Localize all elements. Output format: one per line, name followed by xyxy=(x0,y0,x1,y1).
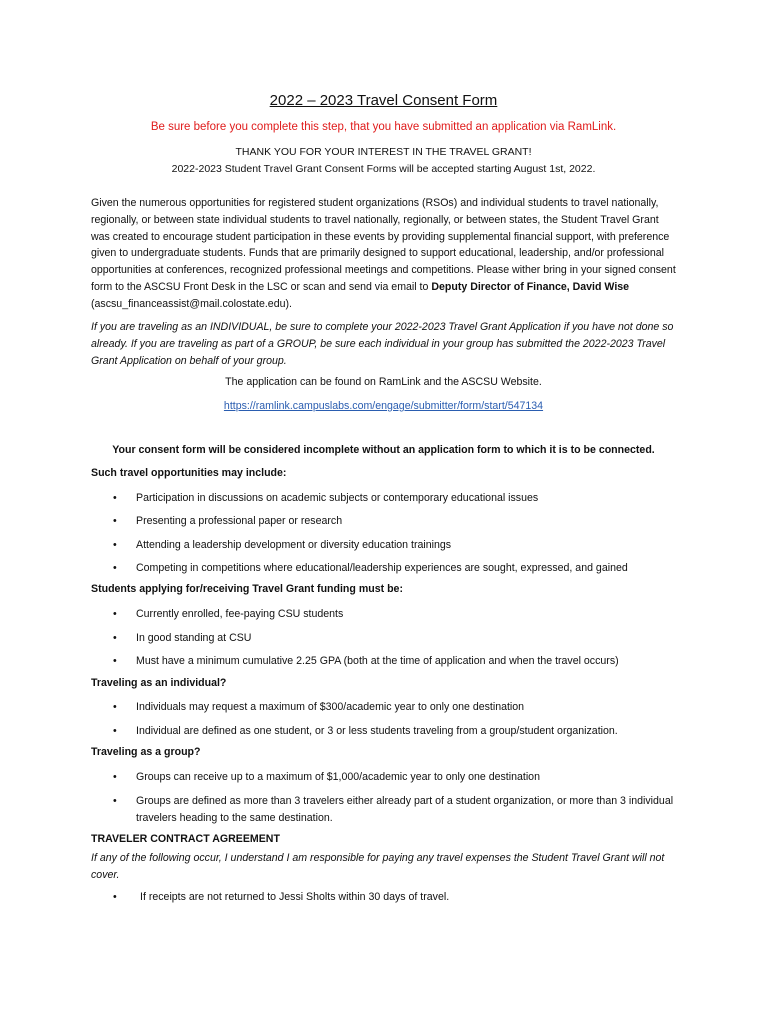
list-item-text: Groups are defined as more than 3 travelers either already part of a student organization, or more than 3 individual travelers heading to the same destination. xyxy=(136,795,674,824)
bullet-icon: • xyxy=(113,515,117,527)
thank-you-text: THANK YOU FOR YOUR INTEREST IN THE TRAVEL GRANT! xyxy=(235,146,532,158)
contract-heading: TRAVELER CONTRACT AGREEMENT xyxy=(91,833,280,845)
contact-name: Deputy Director of Finance, David Wise xyxy=(431,280,630,293)
bullet-icon: • xyxy=(113,771,117,783)
bullet-icon: • xyxy=(113,632,117,644)
section-heading-individual: Traveling as an individual? xyxy=(91,677,227,689)
contact-email: (ascsu_financeassist@mail.colostate.edu). xyxy=(91,297,292,310)
bullet-icon: • xyxy=(113,492,117,504)
list-item-text: Competing in competitions where educational/leadership experiences are sought, expressed, and gained xyxy=(136,562,628,574)
incomplete-warning: Your consent form will be considered incomplete without an application form to which it is to be connected. xyxy=(112,444,655,456)
bullet-icon: • xyxy=(113,701,117,713)
application-link[interactable]: https://ramlink.campuslabs.com/engage/submitter/form/start/547134 xyxy=(223,400,544,412)
intro-text: Given the numerous opportunities for registered student organizations (RSOs) and individual students to travel nationally, regionally, or between state individual students to travel nationally, regionally, or between states, the Student Travel Grant was created to encourage student participation in these events by providing supplemental financial support, with preference given to undergraduate students. Funds that are primarily designed to support educational, leadership, and/or professional opportunities at conferences, recognized professional meetings and competitions. Please wither bring in your signed consent form to the ASCSU Front Desk in the LSC or scan and send via email to xyxy=(91,197,676,293)
bullet-icon: • xyxy=(113,539,117,551)
list-item-text: Participation in discussions on academic subjects or contemporary educational issues xyxy=(136,492,539,504)
bullet-icon: • xyxy=(113,655,117,667)
intro-paragraph xyxy=(91,195,676,313)
warning-text: Be sure before you complete this step, that you have submitted an application via RamLink. xyxy=(150,121,617,133)
application-note: If you are traveling as an INDIVIDUAL, be sure to complete your 2022-2023 Travel Grant Application if you have not done so already. If you are traveling as part of a GROUP, be sure each individual in your group has submitted the 2022-2023 Travel Grant Application on behalf of your group. xyxy=(91,321,674,367)
list-item-text: In good standing at CSU xyxy=(136,632,252,644)
section-heading-eligibility: Students applying for/receiving Travel Grant funding must be: xyxy=(91,583,403,595)
list-item-text: Groups can receive up to a maximum of $1,000/academic year to only one destination xyxy=(136,771,540,783)
list-item-text: Attending a leadership development or diversity education trainings xyxy=(136,539,452,551)
list-item-text: Currently enrolled, fee-paying CSU students xyxy=(136,608,344,620)
contract-note: If any of the following occur, I understand I am responsible for paying any travel expenses the Student Travel Grant will not cover. xyxy=(91,852,665,881)
list-item-text: Individuals may request a maximum of $300/academic year to only one destination xyxy=(136,701,525,713)
application-location-text: The application can be found on RamLink and the ASCSU Website. xyxy=(225,376,542,388)
bullet-icon: • xyxy=(113,562,117,574)
bullet-icon: • xyxy=(113,608,117,620)
page-title: 2022 – 2023 Travel Consent Form xyxy=(269,92,498,109)
bullet-icon: • xyxy=(113,795,117,807)
list-item-text: Presenting a professional paper or research xyxy=(136,515,343,527)
section-heading-group: Traveling as a group? xyxy=(91,746,201,758)
bullet-icon: • xyxy=(113,725,117,737)
list-item-text: Individual are defined as one student, or 3 or less students traveling from a group/student organization. xyxy=(136,725,618,737)
bullet-icon: • xyxy=(113,891,117,903)
acceptance-date-text: 2022-2023 Student Travel Grant Consent Forms will be accepted starting August 1st, 2022. xyxy=(171,163,596,175)
list-item-text: If receipts are not returned to Jessi Sholts within 30 days of travel. xyxy=(140,891,450,903)
list-item-text: Must have a minimum cumulative 2.25 GPA (both at the time of application and when the travel occurs) xyxy=(136,655,619,667)
section-heading-opportunities: Such travel opportunities may include: xyxy=(91,467,287,479)
